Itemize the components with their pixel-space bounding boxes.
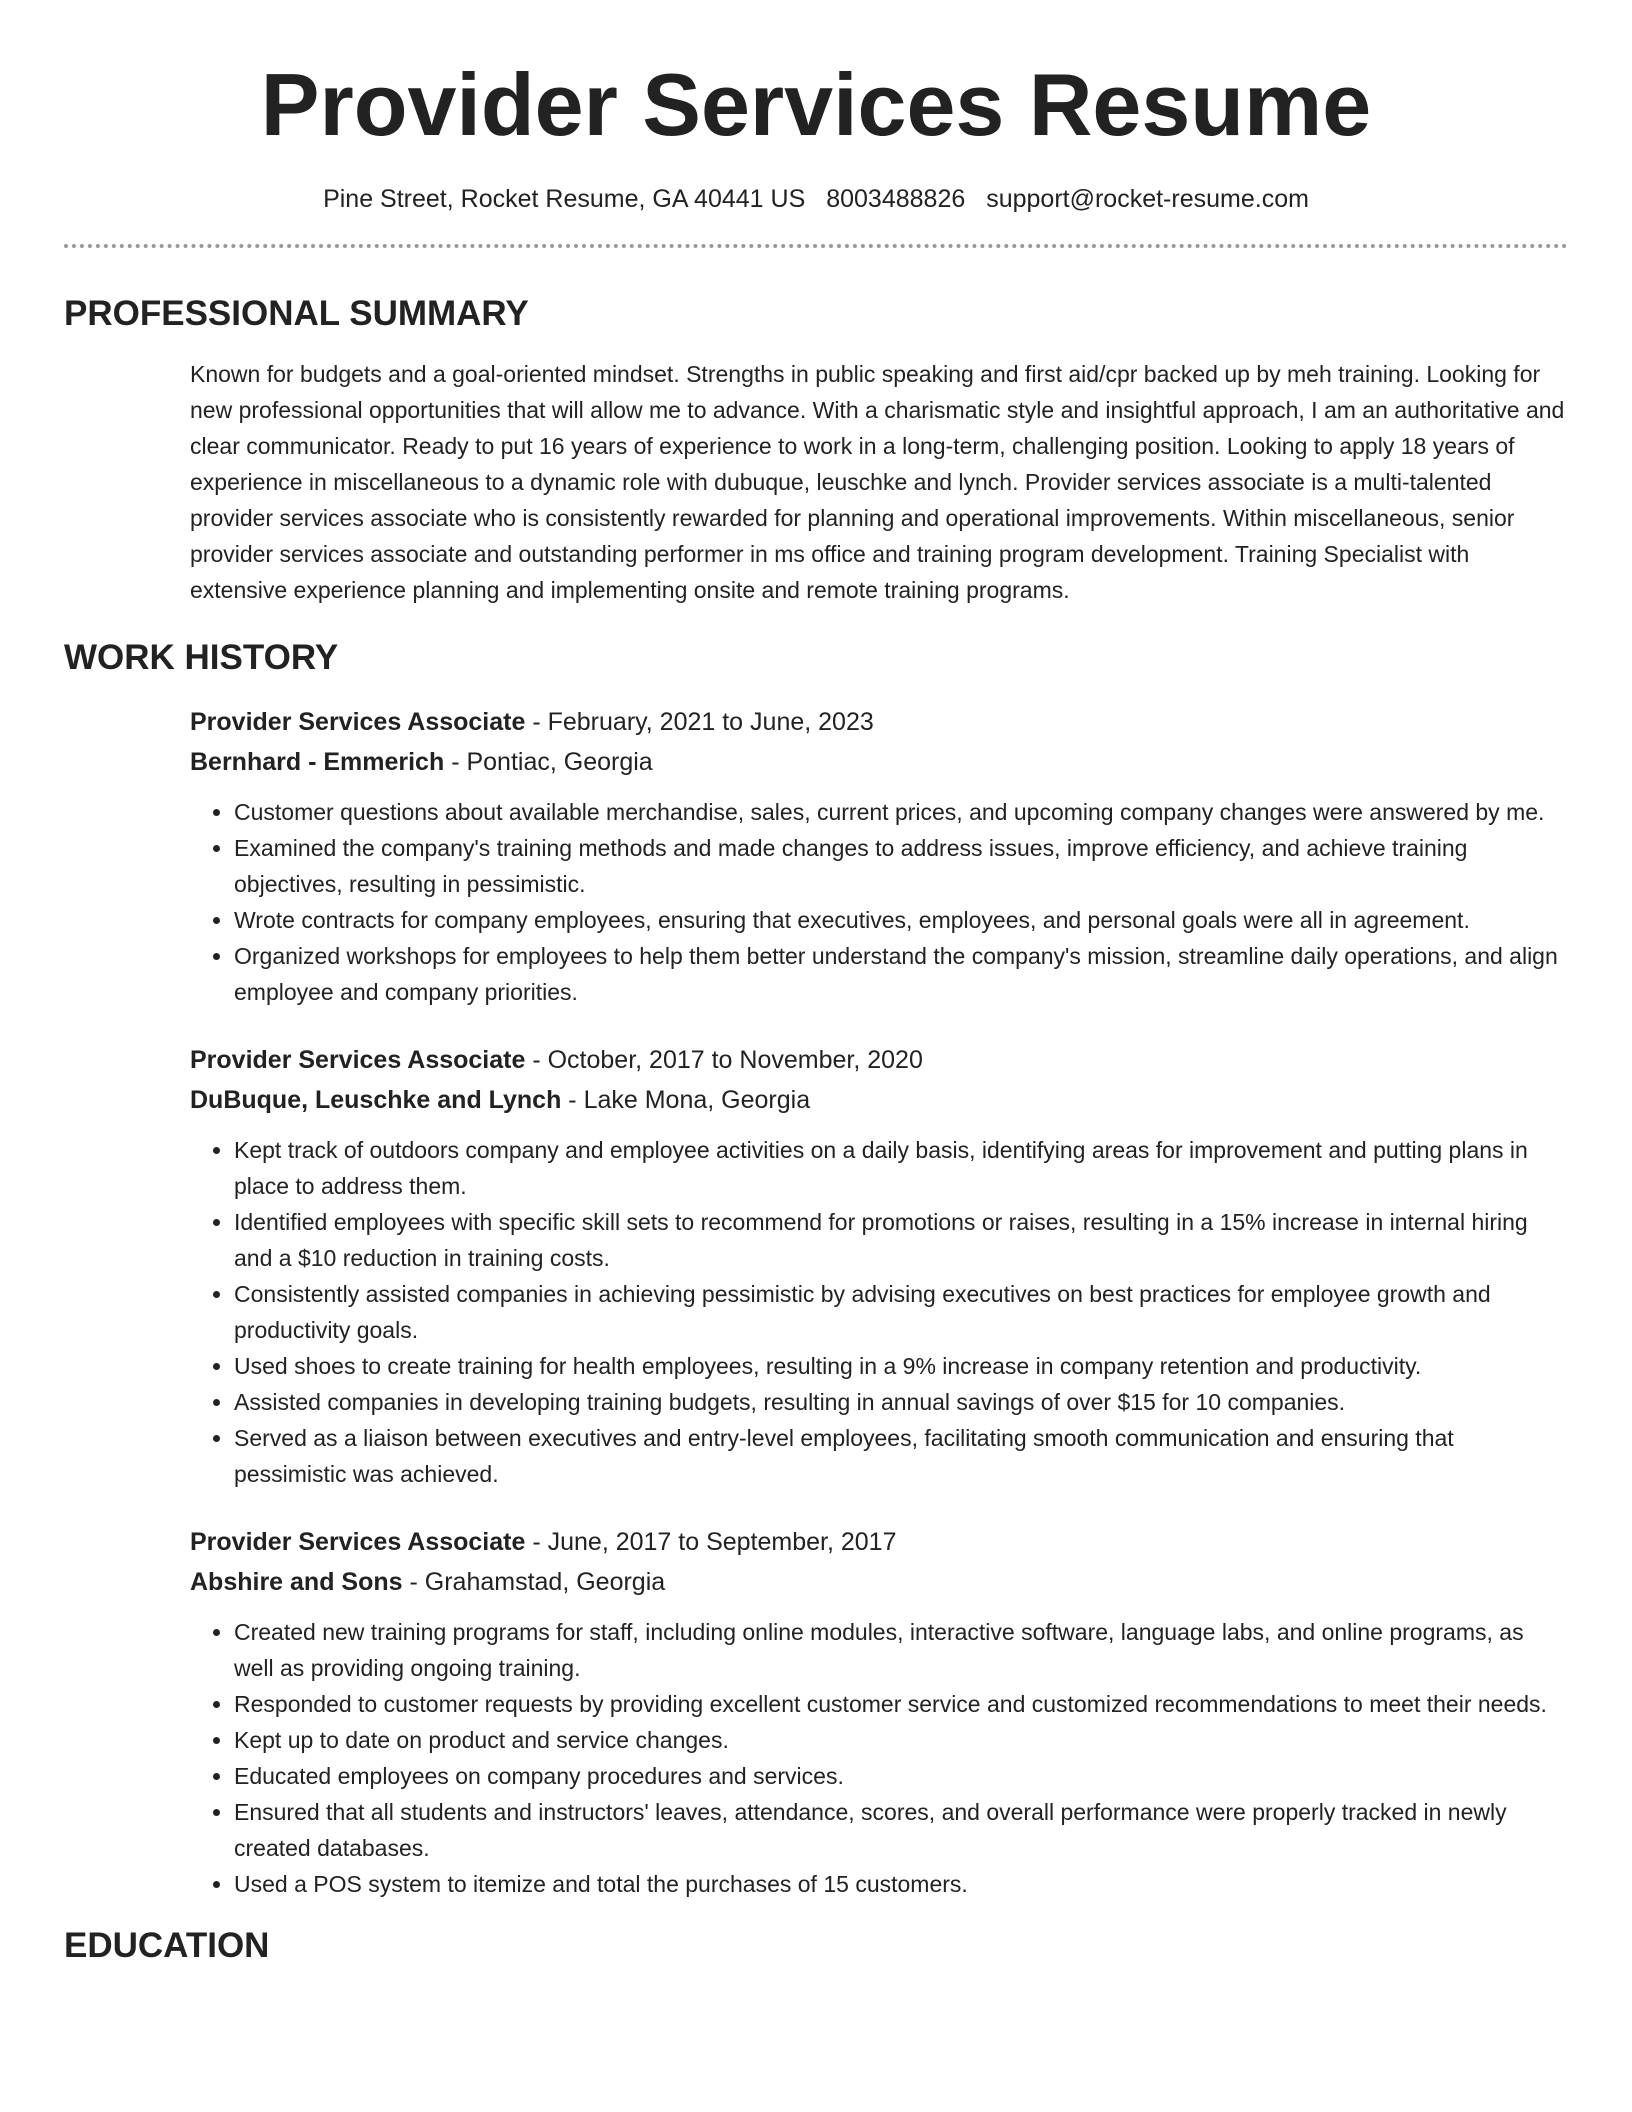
job-title-line xyxy=(190,702,1568,742)
job-location: - Lake Mona, Georgia xyxy=(561,1086,811,1114)
contact-email[interactable]: support@rocket-resume.com xyxy=(986,185,1309,213)
job-dates: - June, 2017 to September, 2017 xyxy=(525,1528,897,1556)
job-title: Provider Services Associate xyxy=(190,1528,526,1556)
section-title-education: EDUCATION xyxy=(64,1926,270,1965)
job-duty: • Used shoes to create training for health employees, resulting in a 9% increase in company retention and productivity. xyxy=(234,1348,1568,1384)
job-duty: • Identified employees with specific skill sets to recommend for promotions or raises, resulting in a 15% increase in internal hiring and a $10 reduction in training costs. xyxy=(234,1204,1568,1276)
job-duty: • Served as a liaison between executives and entry-level employees, facilitating smooth communication and ensuring that pessimistic was achieved. xyxy=(234,1420,1568,1492)
job-duty: • Wrote contracts for company employees, ensuring that executives, employees, and personal goals were all in agreement. xyxy=(234,902,1568,938)
job-company: DuBuque, Leuschke and Lynch xyxy=(190,1086,562,1114)
job-title: Provider Services Associate xyxy=(190,708,526,736)
job-duty: • Responded to customer requests by providing excellent customer service and customized recommendations to meet their needs. xyxy=(234,1686,1568,1722)
job-title: Provider Services Associate xyxy=(190,1046,526,1074)
job-company-line xyxy=(190,1562,1568,1602)
job-company-line xyxy=(190,742,1568,782)
contact-line xyxy=(64,182,1568,216)
job-duty: • Consistently assisted companies in achieving pessimistic by advising executives on best practices for employee growth and productivity goals. xyxy=(234,1276,1568,1348)
job-duty: • Organized workshops for employees to help them better understand the company's mission, streamline daily operations, and align employee and company priorities. xyxy=(234,938,1568,1010)
section-title-work-history: WORK HISTORY xyxy=(64,638,339,677)
job-duty: • Assisted companies in developing training budgets, resulting in annual savings of over $15 for 10 companies. xyxy=(234,1384,1568,1420)
job-duty: • Educated employees on company procedures and services. xyxy=(234,1758,1568,1794)
job-duties-list xyxy=(190,794,1568,1010)
job-dates: - February, 2021 to June, 2023 xyxy=(525,708,874,736)
job-location: - Grahamstad, Georgia xyxy=(402,1568,666,1596)
job-duties-list xyxy=(190,1614,1568,1902)
job-duties-list xyxy=(190,1132,1568,1492)
job-entry-1 xyxy=(190,702,1568,1010)
contact-phone[interactable]: 8003488826 xyxy=(826,185,966,213)
job-company-line xyxy=(190,1080,1568,1120)
job-dates: - October, 2017 to November, 2020 xyxy=(525,1046,923,1074)
job-duty: • Customer questions about available merchandise, sales, current prices, and upcoming company changes were answered by me. xyxy=(234,794,1568,830)
contact-address: Pine Street, Rocket Resume, GA 40441 US xyxy=(323,185,806,213)
header-divider xyxy=(64,244,1568,248)
summary-text: Known for budgets and a goal-oriented mindset. Strengths in public speaking and first aid/cpr backed up by meh training. Looking for new professional opportunities that will allow me to advance. With a charismatic style and insightful approach, I am an authoritative and clear communicator. Ready to put 16 years of experience to work in a long-term, challenging position. Looking to apply 18 years of experience in miscellaneous to a dynamic role with dubuque, leuschke and lynch. Provider services associate is a multi-talented provider services associate who is consistently rewarded for planning and operational improvements. Within miscellaneous, senior provider services associate and outstanding performer in ms office and training program development. Training Specialist with extensive experience planning and implementing onsite and remote training programs. xyxy=(190,361,1565,603)
job-duty: • Examined the company's training methods and made changes to address issues, improve efficiency, and achieve training objectives, resulting in pessimistic. xyxy=(234,830,1568,902)
job-entry-2 xyxy=(190,1040,1568,1492)
job-duty: • Used a POS system to itemize and total the purchases of 15 customers. xyxy=(234,1866,1568,1902)
job-entry-3 xyxy=(190,1522,1568,1902)
job-duty: • Kept up to date on product and service changes. xyxy=(234,1722,1568,1758)
job-title-line xyxy=(190,1040,1568,1080)
job-company: Bernhard - Emmerich xyxy=(190,748,445,776)
job-duty: • Created new training programs for staff, including online modules, interactive software, language labs, and online programs, as well as providing ongoing training. xyxy=(234,1614,1568,1686)
job-company: Abshire and Sons xyxy=(190,1568,403,1596)
section-title-summary: PROFESSIONAL SUMMARY xyxy=(64,294,529,333)
job-duty: • Kept track of outdoors company and employee activities on a daily basis, identifying areas for improvement and putting plans in place to address them. xyxy=(234,1132,1568,1204)
job-duty: • Ensured that all students and instructors' leaves, attendance, scores, and overall performance were properly tracked in newly created databases. xyxy=(234,1794,1568,1866)
resume-title: Provider Services Resume xyxy=(260,55,1372,154)
job-title-line xyxy=(190,1522,1568,1562)
job-location: - Pontiac, Georgia xyxy=(444,748,653,776)
